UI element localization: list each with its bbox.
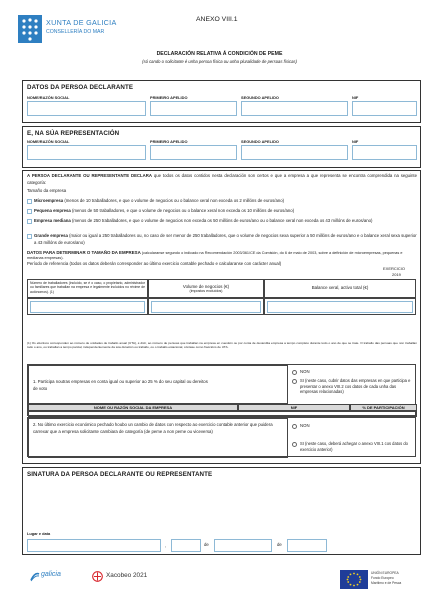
xacobeo-cross-icon (92, 571, 103, 582)
workers-input-cell (27, 298, 148, 315)
small-checkbox[interactable] (27, 209, 32, 214)
data-title (27, 250, 417, 261)
balance-header-cell (264, 279, 416, 298)
brand-name: XUNTA DE GALICIA (46, 18, 117, 27)
change-no-label: NON (300, 423, 310, 428)
participation-yes-label: SI (neste caso, cubrir datos das empresas en que participa e presentar o anexo VIII.2 cos datos de cada unha das empresas relacionadas) (300, 378, 411, 395)
de-sep-2: de (277, 542, 282, 547)
participation-question-cell (28, 365, 288, 404)
galicia-wordmark: galicia (41, 571, 61, 578)
large-checkbox[interactable] (27, 234, 32, 239)
balance-header: Balance xeral, activo total (€) (311, 285, 369, 290)
xacobeo-wordmark: Xacobeo 2021 (106, 572, 148, 579)
change-yes-radio[interactable] (292, 442, 297, 447)
data-title-rest: (calcularanse segundo o indicado na Recomendación 2003/361/CE da Comisión, do 6 de maio de 2003, sobre a definición de microempresas, pequenas e medianas empresas). (27, 251, 403, 260)
year-field[interactable] (287, 539, 327, 552)
signature-title: SINATURA DA PERSOA DECLARANTE OU REPRESENTANTE (27, 471, 213, 478)
eu-text-2: Fondo Europeo (371, 576, 394, 580)
exercise-label: EXERCICIO (383, 266, 406, 271)
declaration-intro-bold: A PERSOA DECLARANTE OU REPRESENTANTE DECLARA (27, 173, 152, 178)
label-first-surname: PRIMEIRO APELIDO (150, 95, 188, 100)
option-small-desc: (menos de 50 traballadores, e que o volume de negocios ou o balance xeral non exceda os 10 millóns de euros/ano) (70, 208, 295, 213)
declarant-title: DATOS DA PERSOA DECLARANTE (27, 84, 134, 91)
option-large[interactable] (27, 233, 417, 246)
label-second-surname: SEGUNDO APELIDO (241, 139, 279, 144)
label-first-surname: PRIMEIRO APELIDO (150, 139, 188, 144)
document-subtitle: (só cando o solicitante é unha persoa física ou unha pluralidade de persoas físicas) (142, 59, 297, 64)
option-micro[interactable] (27, 198, 417, 205)
xunta-logo (18, 15, 117, 47)
option-small[interactable] (27, 208, 417, 215)
galicia-logo (30, 571, 70, 583)
turnover-input-cell (148, 298, 264, 315)
declaration-intro-rest: que todos os datos contidos nesta declaración son certos e que a empresa a que representa se encontra comprendida na seguinte categoría: (27, 173, 417, 185)
label-nif: NIF (352, 95, 359, 100)
participation-yes-radio[interactable] (292, 379, 297, 384)
option-medium-bold: Empresa mediana (34, 218, 71, 223)
workers-input[interactable] (30, 301, 145, 313)
label-nif: NIF (352, 139, 359, 144)
xunta-emblem-icon (18, 15, 42, 43)
change-block (27, 417, 416, 457)
participation-no-radio[interactable] (292, 370, 297, 375)
col-nif: NIF (238, 404, 350, 411)
option-large-desc: (maior ou igual a 250 traballadores ou, no caso de ser menor de 250 traballadores, que o volume de negocios sexa superior a 50 millóns de euros/ano e o balance xeral sexa superior a 43 millóns de euros/ano) (34, 233, 417, 245)
representative-name-field[interactable] (27, 145, 146, 160)
footnote: (1) Os efectivos corresponden ao número de unidades de traballo anual (UTA), é dicir, ao número de persoas que traballan na empresa en cuestión ou por conta de devandita empresa a tempo completo durante todo o ano de que se trate. O traballo das persoas que non traballan todo o ano, ou traballan a tempo parcial, independentemente da súa duración ou traballo, ou o traballo estacional, cóntase como fraccións de UTA. (27, 341, 417, 350)
data-title-bold: DATOS PARA DETERMINAR O TAMAÑO DA EMPRESA (27, 250, 141, 255)
place-field[interactable] (27, 539, 161, 552)
option-micro-bold: Microempresa (34, 198, 64, 203)
change-question: 2. No último exercicio económico pechado houbo un cambio de datos con respecto ao exercicio contable anterior que puidera carrexar que a empresa solicitante cambiara de categoría (de peme a non peme ou viceversa) (33, 422, 273, 434)
declarant-second-surname-field[interactable] (241, 101, 348, 116)
representative-second-surname-field[interactable] (241, 145, 348, 160)
balance-input[interactable] (267, 301, 413, 313)
month-field[interactable] (214, 539, 272, 552)
turnover-input[interactable] (151, 301, 261, 313)
change-yes-label: SI (neste caso, deberá achegar o anexo VIII.1 cos datos do exercicio anterior) (300, 441, 408, 452)
turnover-header-cell (148, 279, 264, 298)
size-data-table (27, 279, 416, 317)
eu-logo (340, 570, 420, 590)
option-small-bold: Pequena empresa (34, 208, 71, 213)
brand-department: CONSELLERÍA DO MAR (46, 29, 105, 35)
eu-flag-icon (340, 570, 368, 589)
col-participation-pct: % DE PARTICIPACIÓN (350, 404, 417, 411)
declaration-section (22, 170, 421, 464)
declarant-section (22, 80, 421, 123)
declarant-name-field[interactable] (27, 101, 146, 116)
label-second-surname: SEGUNDO APELIDO (241, 95, 279, 100)
label-name: NOME/RAZÓN SOCIAL (27, 95, 70, 100)
declarant-nif-field[interactable] (352, 101, 417, 116)
option-large-bold: Grande empresa (34, 233, 68, 238)
balance-input-cell (264, 298, 416, 315)
day-field[interactable] (171, 539, 201, 552)
de-sep-1: de (204, 542, 209, 547)
change-no-radio[interactable] (292, 424, 297, 429)
size-label: Tamaño da empresa (27, 188, 67, 193)
micro-checkbox[interactable] (27, 199, 32, 204)
eu-text-3: Marítimo e de Pesca (371, 581, 402, 585)
period-text: Período de referencia (todos os datos deberán corresponder ao último exercicio contable pechado e calcularanse con carácter anual) (27, 261, 282, 266)
declarant-first-surname-field[interactable] (150, 101, 237, 116)
option-medium-desc: (menos de 250 traballadores, e que o volume de negocios non exceda os 50 millóns de euros/ano ou o balance xeral non exceda os 43 millóns de euros/ano) (70, 218, 373, 223)
signature-section (22, 467, 421, 555)
label-name: NOME/RAZÓN SOCIAL (27, 139, 70, 144)
participation-block (27, 364, 416, 416)
option-medium[interactable] (27, 218, 417, 225)
option-micro-text (34, 198, 417, 205)
annex-label: ANEXO VIII.1 (196, 16, 238, 23)
option-small-text (34, 208, 417, 215)
participation-no-label: NON (300, 369, 310, 374)
turnover-subheader: (impostos excluídos) (189, 289, 223, 293)
exercise-year: 2019 (392, 272, 401, 277)
turnover-header: Volume de negocios (€) (182, 284, 230, 289)
representative-section (22, 126, 421, 168)
document-title: DECLARACIÓN RELATIVA Á CONDICIÓN DE PEME (156, 51, 283, 57)
change-question-cell (28, 418, 288, 458)
workers-header-cell (27, 279, 148, 298)
workers-header: Número de traballadores (incluído, se é o caso, o propietario, administrador ou familiares que traballan na empresa e legalmente incluídos no réxime de autónomos). (1) (30, 280, 145, 294)
declaration-intro (27, 173, 417, 186)
participation-question: 1. Participa noutras empresas en conta igual ou superior ao 25 % do seu capital ou dereitos de voto (33, 379, 208, 391)
representative-nif-field[interactable] (352, 145, 417, 160)
eu-text-1: UNIÓN EUROPEA (371, 571, 399, 575)
option-micro-desc: (menos de 10 traballadores, e que o volume de negocios ou o balance xeral non exceda os 2 millóns de euros/ano) (63, 198, 285, 203)
representative-first-surname-field[interactable] (150, 145, 237, 160)
comma-sep: , (165, 543, 167, 548)
representative-title: E, NA SÚA REPRESENTACIÓN (27, 130, 120, 137)
place-date-label: Lugar e data (27, 531, 51, 536)
xacobeo-logo (92, 570, 162, 584)
galicia-swoosh-icon (30, 572, 40, 582)
option-medium-text (34, 218, 417, 225)
option-large-text (34, 233, 417, 246)
col-company-name: NOME OU RAZÓN SOCIAL DA EMPRESA (28, 404, 238, 411)
medium-checkbox[interactable] (27, 219, 32, 224)
